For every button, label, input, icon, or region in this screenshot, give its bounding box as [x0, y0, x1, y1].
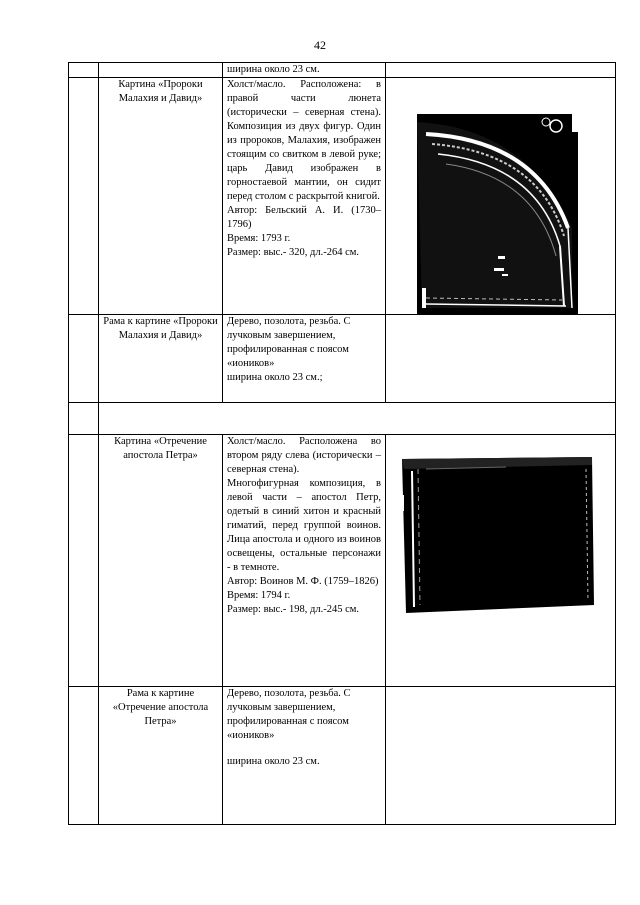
page-number: 42: [314, 38, 326, 52]
artwork-description: [223, 315, 386, 403]
artwork-name: Рама к картине «Пророки Малахия и Давид»: [99, 315, 223, 403]
painting-photo-denial-of-peter: [386, 435, 616, 686]
cell-index: [69, 435, 99, 687]
cell-image: [386, 687, 616, 825]
artwork-name: Картина «Пророки Малахия и Давид»: [99, 78, 223, 315]
section-row: [69, 403, 616, 435]
painting-photo-malachi-david: [386, 78, 616, 314]
date-line: Время: 1793 г.: [227, 233, 291, 244]
author-line: Автор: Воинов М. Ф. (1759–1826): [227, 576, 379, 587]
description-text: Холст/масло. Расположена: в правой части люнета (исторически – северная стена). Композиция из двух фигур. Один из пророков, Малахия, изображен стоящим со свитком в левой руке; царь Давид изображен в горностаевой мантии, он сидит перед столом с раскрытой книгой.: [227, 79, 381, 202]
cell-desc: ширина около 23 см.: [223, 63, 386, 78]
cell-image: [386, 63, 616, 78]
table-row: [69, 687, 616, 825]
width-line: ширина около 23 см.;: [227, 372, 323, 383]
description-text: Многофигурная композиция, в левой части – апостол Петр, одетый в синий хитон и красный гиматий, перед группой воинов. Лица апостола и одного из воинов освещены, остальные персонажи - в темноте.: [227, 478, 381, 573]
size-line: Размер: выс.- 198, дл.-245 см.: [227, 604, 360, 615]
artwork-description: [223, 687, 386, 825]
inventory-table: [68, 62, 616, 825]
table-row: [69, 78, 616, 315]
cell-image: [386, 315, 616, 403]
cell-index: [69, 78, 99, 315]
artwork-name: Картина «Отречение апостола Петра»: [99, 435, 223, 687]
description-text: Дерево, позолота, резьба. С лучковым завершением, профилированная с поясом «иоников»: [227, 316, 351, 369]
artwork-photo-cell: [386, 435, 616, 687]
cell-name: [99, 63, 223, 78]
size-line: Размер: выс.- 320, дл.-264 см.: [227, 247, 360, 258]
date-line: Время: 1794 г.: [227, 590, 291, 601]
table-row: [69, 63, 616, 78]
table-row: [69, 315, 616, 403]
cell-index: [69, 63, 99, 78]
cell-index: [69, 315, 99, 403]
table-row: [69, 435, 616, 687]
artwork-description: [223, 78, 386, 315]
spacer: [227, 743, 381, 755]
author-line: Автор: Бельский А. И. (1730–1796): [227, 205, 381, 230]
width-line: ширина около 23 см.: [227, 756, 320, 767]
description-text: Дерево, позолота, резьба. С лучковым завершением, профилированная с поясом «иоников»: [227, 688, 351, 741]
artwork-description: [223, 435, 386, 687]
section-title: [99, 403, 616, 435]
cell-index: [69, 687, 99, 825]
cell-index: [69, 403, 99, 435]
artwork-photo-cell: [386, 78, 616, 315]
description-text: Холст/масло. Расположена во втором ряду слева (исторически – северная стена).: [227, 436, 381, 475]
artwork-name: Рама к картине «Отречение апостола Петра»: [99, 687, 223, 825]
